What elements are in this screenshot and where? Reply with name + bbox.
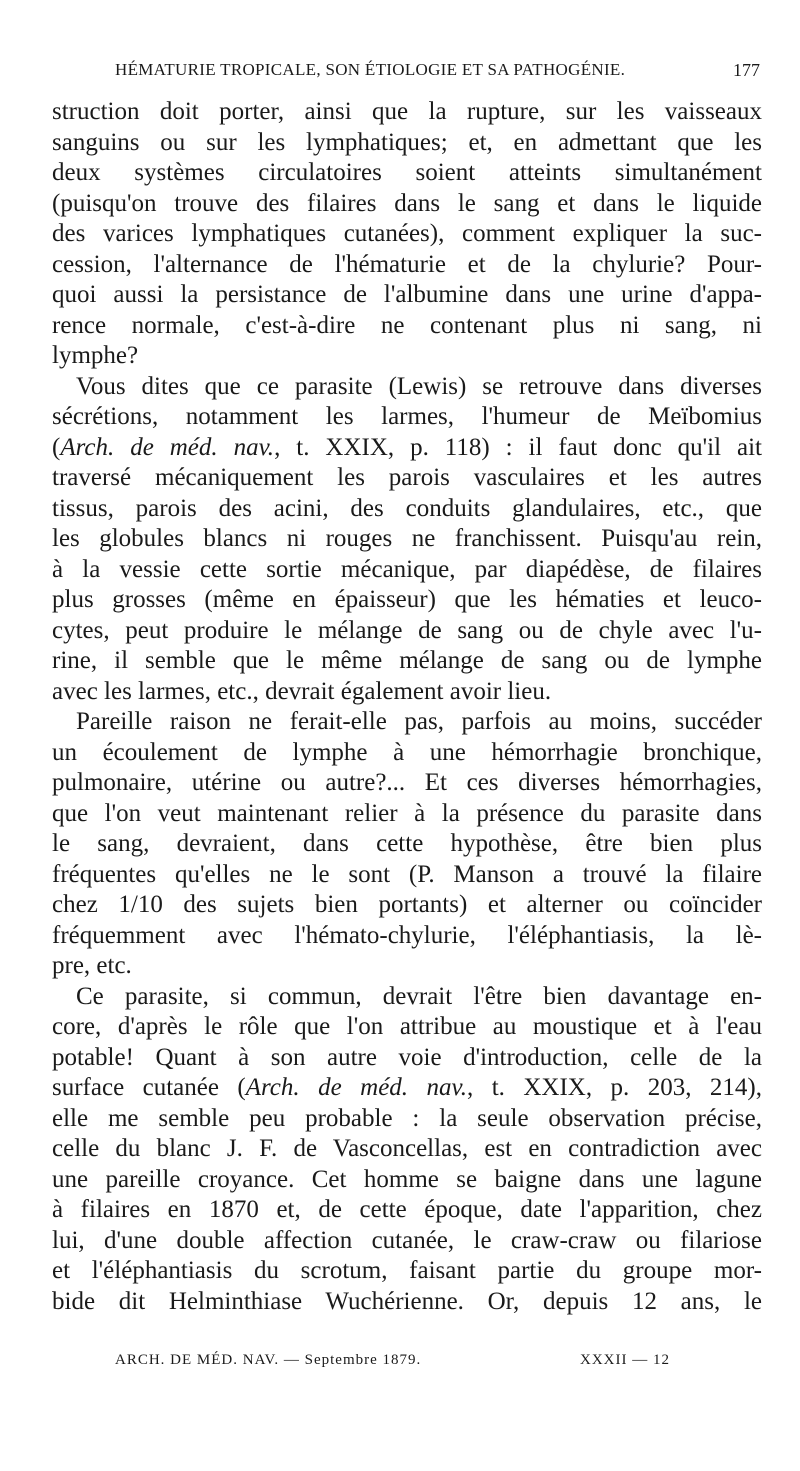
running-header <box>115 60 760 86</box>
text-line: avec les larmes, etc., devrait également avoir lieu. <box>52 677 552 705</box>
text-line: bide dit Helminthiase Wuchérienne. Or, depuis 12 ans, le <box>52 1287 762 1315</box>
text-line: pre, etc. <box>52 952 132 979</box>
text-line: sanguins ou sur les lymphatiques; et, en admettant que les <box>52 128 762 156</box>
text-line: le sang, devraient, dans cette hypothèse, être bien plus <box>52 830 762 857</box>
text-line: (Arch. de méd. nav., t. XXIX, p. 118) : il faut donc qu'il ait <box>52 433 762 461</box>
paragraph-start-line: Ce parasite, si commun, devrait l'être bien davantage en- <box>76 982 762 1010</box>
footer-signature-mark: XXXII — 12 <box>580 1352 670 1368</box>
footer-journal: ARCH. DE MÉD. NAV. — Septembre 1879. <box>115 1352 422 1368</box>
page-number: 177 <box>733 60 760 80</box>
text-line: surface cutanée (Arch. de méd. nav., t. XXIX, p. 203, 214), <box>52 1074 762 1101</box>
text-line: pulmonaire, utérine ou autre?... Et ces diverses hémorrhagies, <box>52 769 762 796</box>
paragraph-start-line: Vous dites que ce parasite (Lewis) se retrouve dans diverses <box>76 372 762 400</box>
text-line: les globules blancs ni rouges ne franchissent. Puisqu'au rein, <box>52 525 762 552</box>
page-footer <box>115 1352 670 1376</box>
citation-title: Arch. de méd. nav. <box>245 1074 467 1101</box>
text-line: cession, l'alternance de l'hématurie et de la chylurie? Pour- <box>52 250 762 278</box>
text-line: fréquemment avec l'hémato-chylurie, l'éléphantiasis, la lè- <box>52 921 762 949</box>
text-line: deux systèmes circulatoires soient atteints simultanément <box>52 159 762 186</box>
text-line: sécrétions, notamment les larmes, l'humeur de Meïbomius <box>52 403 762 430</box>
text-line: une pareille croyance. Cet homme se baigne dans une lagune <box>52 1165 762 1193</box>
text-line: (puisqu'on trouve des filaires dans le sang et dans le liquide <box>52 189 762 217</box>
text-line: quoi aussi la persistance de l'albumine dans une urine d'appa- <box>52 281 762 308</box>
running-title: HÉMATURIE TROPICALE, SON ÉTIOLOGIE ET SA PATHOGÉNIE. <box>115 60 626 79</box>
text-line: rine, il semble que le même mélange de sang ou de lymphe <box>52 647 762 674</box>
text-line: chez 1/10 des sujets bien portants) et alterner ou coïncider <box>52 891 762 918</box>
text-line: traversé mécaniquement les parois vasculaires et les autres <box>52 464 762 491</box>
text-line: potable! Quant à son autre voie d'introduction, celle de la <box>52 1043 762 1071</box>
citation-title: Arch. de méd. nav. <box>60 433 275 461</box>
text-line: des varices lymphatiques cutanées), comment expliquer la suc- <box>52 220 762 247</box>
text-line: rence normale, c'est-à-dire ne contenant plus ni sang, ni <box>52 311 762 339</box>
text-line: plus grosses (même en épaisseur) que les hématies et leuco- <box>52 586 762 613</box>
text-line: lui, d'une double affection cutanée, le craw-craw ou filariose <box>52 1226 762 1254</box>
text-line: cytes, peut produire le mélange de sang ou de chyle avec l'u- <box>52 616 762 644</box>
text-line: tissus, parois des acini, des conduits glandulaires, etc., que <box>52 494 762 522</box>
text-line: à filaires en 1870 et, de cette époque, date l'apparition, chez <box>52 1196 762 1223</box>
body-text <box>52 97 762 1317</box>
text-line: à la vessie cette sortie mécanique, par diapédèse, de filaires <box>52 555 762 583</box>
text-line: elle me semble peu probable : la seule observation précise, <box>52 1104 762 1132</box>
text-line: struction doit porter, ainsi que la rupture, sur les vaisseaux <box>52 98 762 125</box>
text-line: que l'on veut maintenant relier à la présence du parasite dans <box>52 799 762 827</box>
text-line: core, d'après le rôle que l'on attribue au moustique et à l'eau <box>52 1013 762 1040</box>
paragraph-start-line: Pareille raison ne ferait-elle pas, parfois au moins, succéder <box>76 708 762 735</box>
text-line: fréquentes qu'elles ne le sont (P. Manson a trouvé la filaire <box>52 860 762 888</box>
text-line: celle du blanc J. F. de Vasconcellas, est en contradiction avec <box>52 1135 762 1162</box>
text-line: un écoulement de lymphe à une hémorrhagie bronchique, <box>52 738 762 766</box>
text-line: et l'éléphantiasis du scrotum, faisant partie du groupe mor- <box>52 1257 762 1284</box>
text-line: lymphe? <box>52 342 139 369</box>
